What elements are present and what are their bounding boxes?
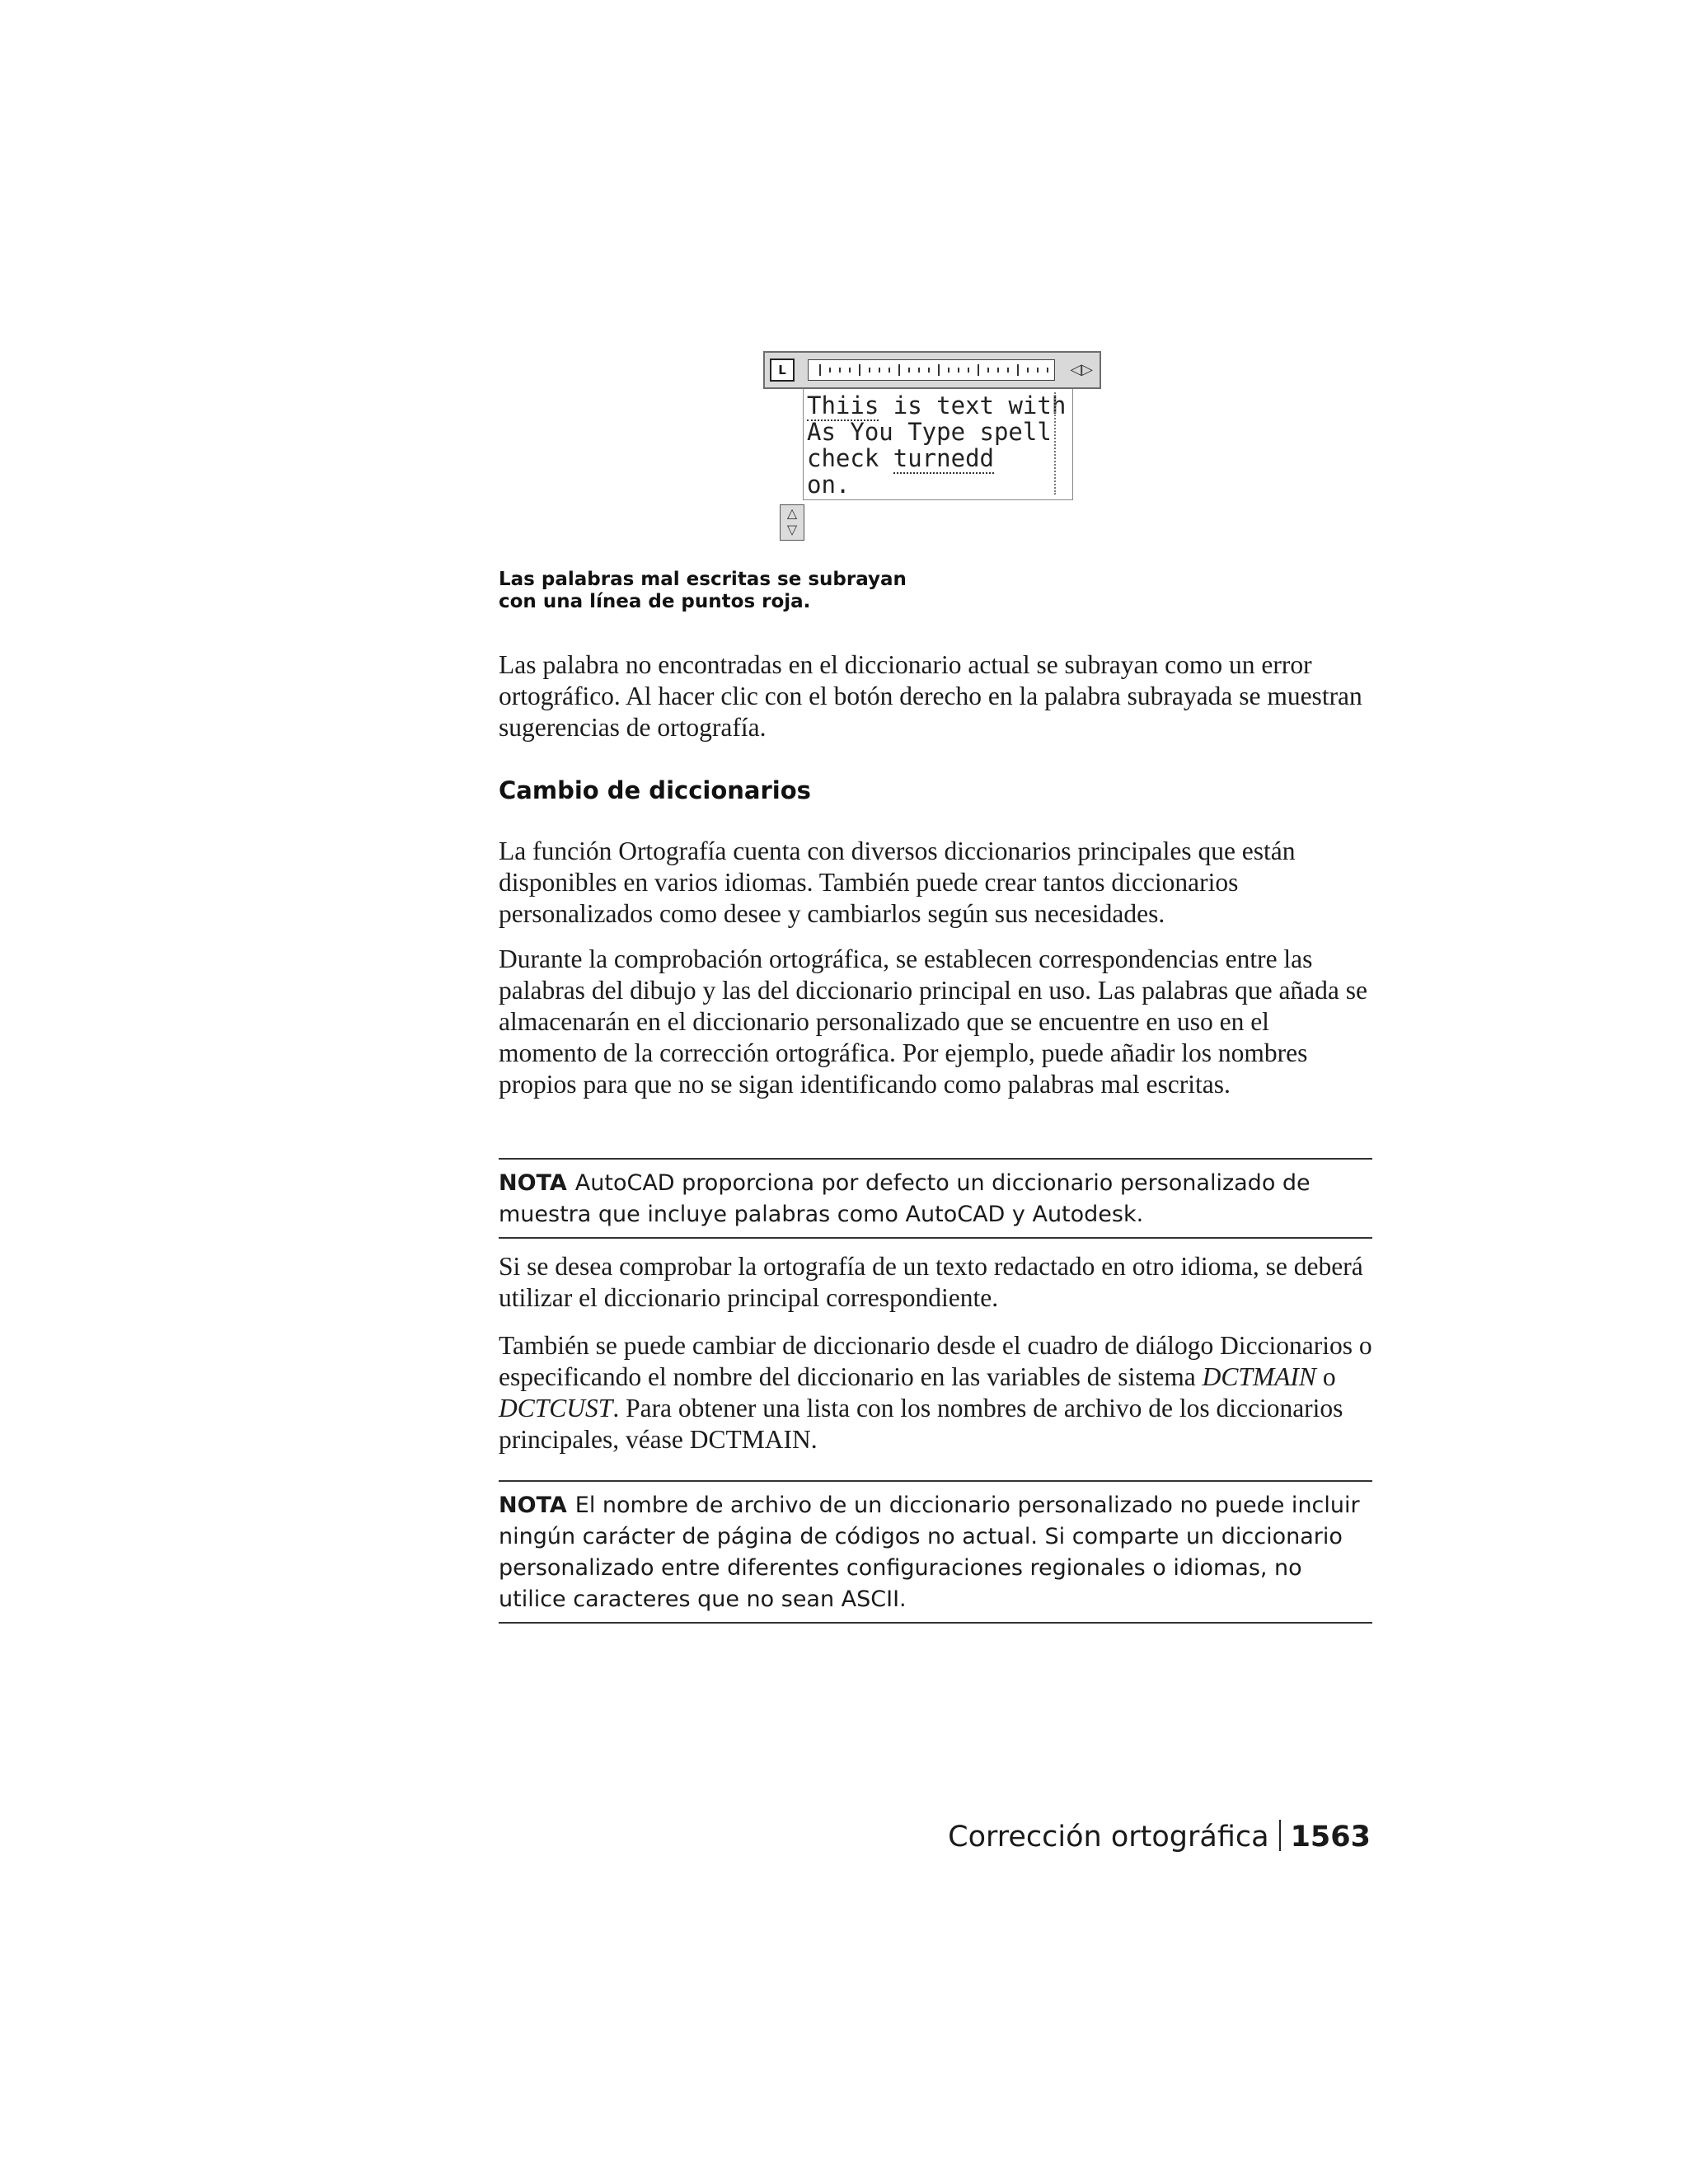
scroll-down-icon: ▽ — [786, 522, 798, 537]
section-heading: Cambio de diccionarios — [499, 776, 811, 804]
note-text: AutoCAD proporciona por defecto un diccionario personalizado de muestra que incluye palabras como AutoCAD y Autodesk. — [499, 1170, 1311, 1227]
footer-section-title: Corrección ortográfica — [948, 1821, 1269, 1854]
scroll-up-icon: △ — [786, 505, 798, 521]
caption-line: Las palabras mal escritas se subrayan — [499, 569, 907, 590]
footer-divider — [1279, 1820, 1281, 1851]
ruler[interactable] — [808, 359, 1055, 381]
page-footer — [948, 1820, 1371, 1854]
paragraph-text: También se puede cambiar de diccionario desde el cuadro de diálogo Diccionarios o especificando el nombre del diccionario en las variables de sistema — [499, 1331, 1372, 1391]
paragraph: Si se desea comprobar la ortografía de un texto redactado en otro idioma, se deberá utilizar el diccionario principal correspondiente. — [499, 1252, 1363, 1312]
system-variable: DCTCUST — [499, 1394, 613, 1422]
note-box — [499, 1480, 1372, 1624]
paragraph: Las palabra no encontradas en el diccionario actual se subrayan como un error ortográfico. Al hacer clic con el botón derecho en la palabra subrayada se muestran sugerencias de ortografía. — [499, 650, 1362, 742]
ruler-arrows-icon[interactable]: ◁▷ — [1070, 361, 1093, 378]
tab-stop-button[interactable]: L — [770, 359, 795, 382]
editor-text: As You Type spell — [807, 418, 1052, 446]
note-text: El nombre de archivo de un diccionario personalizado no puede incluir ningún carácter de página de códigos no actual. Si comparte un diccionario personalizado entre diferentes configuraciones regionales o idiomas, no utilice caracteres que no sean ASCII. — [499, 1493, 1360, 1612]
paragraph: La función Ortografía cuenta con diversos diccionarios principales que están disponibles en varios idiomas. También puede crear tantos diccionarios personalizados como desee y cambiarlos según sus necesidades. — [499, 837, 1296, 928]
text-editor-area[interactable] — [803, 389, 1073, 500]
editor-line — [807, 445, 1048, 471]
system-variable: DCTMAIN — [1202, 1362, 1316, 1391]
page-number: 1563 — [1290, 1821, 1371, 1854]
paragraph: Durante la comprobación ortográfica, se establecen correspondencias entre las palabras del dibujo y las del diccionario principal en uso. Las palabras que añada se almacenarán en el diccionario personalizado que se encuentre en uso en el momento de la corrección ortográfica. Por ejemplo, puede añadir los nombres propios para que no se sigan identificando como palabras mal escritas. — [499, 944, 1368, 1099]
caption-line: con una línea de puntos roja. — [499, 591, 811, 612]
paragraph-text: . Para obtener una lista con los nombres de archivo de los diccionarios principales, véase DCTMAIN. — [499, 1394, 1343, 1454]
text-editor-figure — [758, 346, 1104, 544]
editor-text: is text with — [879, 391, 1067, 419]
paragraph-text: o — [1315, 1362, 1336, 1391]
ruler-toolbar — [763, 351, 1101, 389]
paragraph — [499, 1330, 1372, 1455]
misspelled-word[interactable]: turnedd — [893, 444, 994, 472]
resize-handle[interactable] — [780, 504, 804, 541]
figure-caption — [499, 569, 944, 613]
note-box — [499, 1158, 1372, 1239]
editor-line — [807, 418, 1052, 446]
editor-text: check — [807, 444, 893, 472]
editor-line — [807, 391, 1067, 419]
editor-text: on. — [807, 471, 851, 499]
note-label: NOTA — [499, 1170, 567, 1196]
note-label: NOTA — [499, 1493, 567, 1518]
editor-line — [807, 471, 1048, 498]
misspelled-word[interactable]: Thiis — [807, 391, 879, 419]
ruler-ticks — [809, 360, 1054, 380]
